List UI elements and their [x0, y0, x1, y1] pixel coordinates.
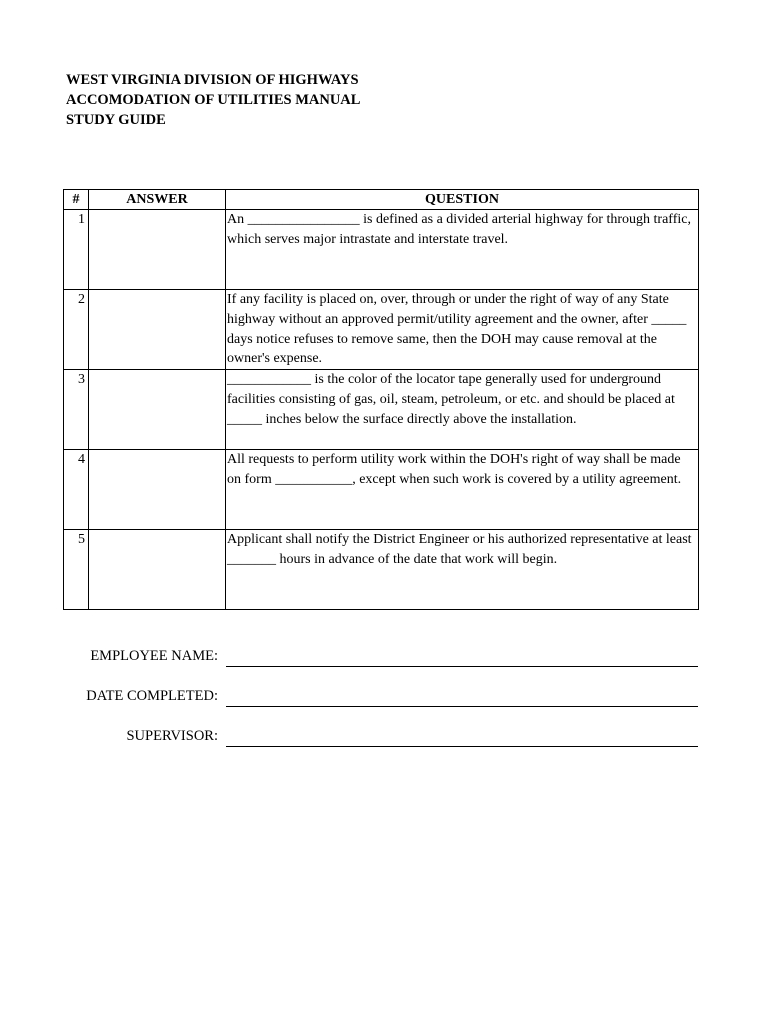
question-text: Applicant shall notify the District Engineer or his authorized representative at least _______ hours in advance of the date that work will begin. — [226, 530, 699, 610]
column-header-question: QUESTION — [226, 190, 699, 210]
answer-field[interactable] — [89, 370, 226, 450]
question-text: If any facility is placed on, over, through or under the right of way of any State highway without an approved permit/utility agreement and the owner, after _____ days notice refuses to remove same, then the DOH may cause removal at the owner's expense. — [226, 290, 699, 370]
table-row — [64, 530, 699, 610]
date-completed-field[interactable] — [226, 706, 698, 707]
table-row — [64, 450, 699, 530]
table-row — [64, 370, 699, 450]
answer-field[interactable] — [89, 530, 226, 610]
question-number: 3 — [64, 370, 89, 450]
column-header-number: # — [64, 190, 89, 210]
question-number: 2 — [64, 290, 89, 370]
question-text: ____________ is the color of the locator tape generally used for underground facilities consisting of gas, oil, steam, petroleum, or etc. and should be placed at _____ inches below the surface directly above the installation. — [226, 370, 699, 450]
answer-field[interactable] — [89, 450, 226, 530]
question-number: 5 — [64, 530, 89, 610]
date-completed-row — [60, 688, 698, 712]
column-header-answer: ANSWER — [89, 190, 226, 210]
table-header-row — [64, 190, 699, 210]
question-number: 1 — [64, 210, 89, 290]
question-number: 4 — [64, 450, 89, 530]
header-doc-type: STUDY GUIDE — [66, 112, 166, 128]
answer-field[interactable] — [89, 290, 226, 370]
question-text: All requests to perform utility work within the DOH's right of way shall be made on form ___________, except when such work is covered by a utility agreement. — [226, 450, 699, 530]
supervisor-field[interactable] — [226, 746, 698, 747]
question-text: An ________________ is defined as a divided arterial highway for through traffic, which serves major intrastate and interstate travel. — [226, 210, 699, 290]
study-guide-table — [63, 189, 699, 610]
table-row — [64, 210, 699, 290]
date-completed-label: DATE COMPLETED: — [86, 688, 218, 704]
employee-name-field[interactable] — [226, 666, 698, 667]
supervisor-row — [60, 728, 698, 752]
employee-name-label: EMPLOYEE NAME: — [90, 648, 218, 664]
document-header — [66, 70, 360, 130]
table-row — [64, 290, 699, 370]
header-manual-title: ACCOMODATION OF UTILITIES MANUAL — [66, 92, 361, 108]
supervisor-label: SUPERVISOR: — [126, 728, 218, 744]
header-organization: WEST VIRGINIA DIVISION OF HIGHWAYS — [66, 72, 359, 88]
employee-name-row — [60, 648, 698, 672]
answer-field[interactable] — [89, 210, 226, 290]
